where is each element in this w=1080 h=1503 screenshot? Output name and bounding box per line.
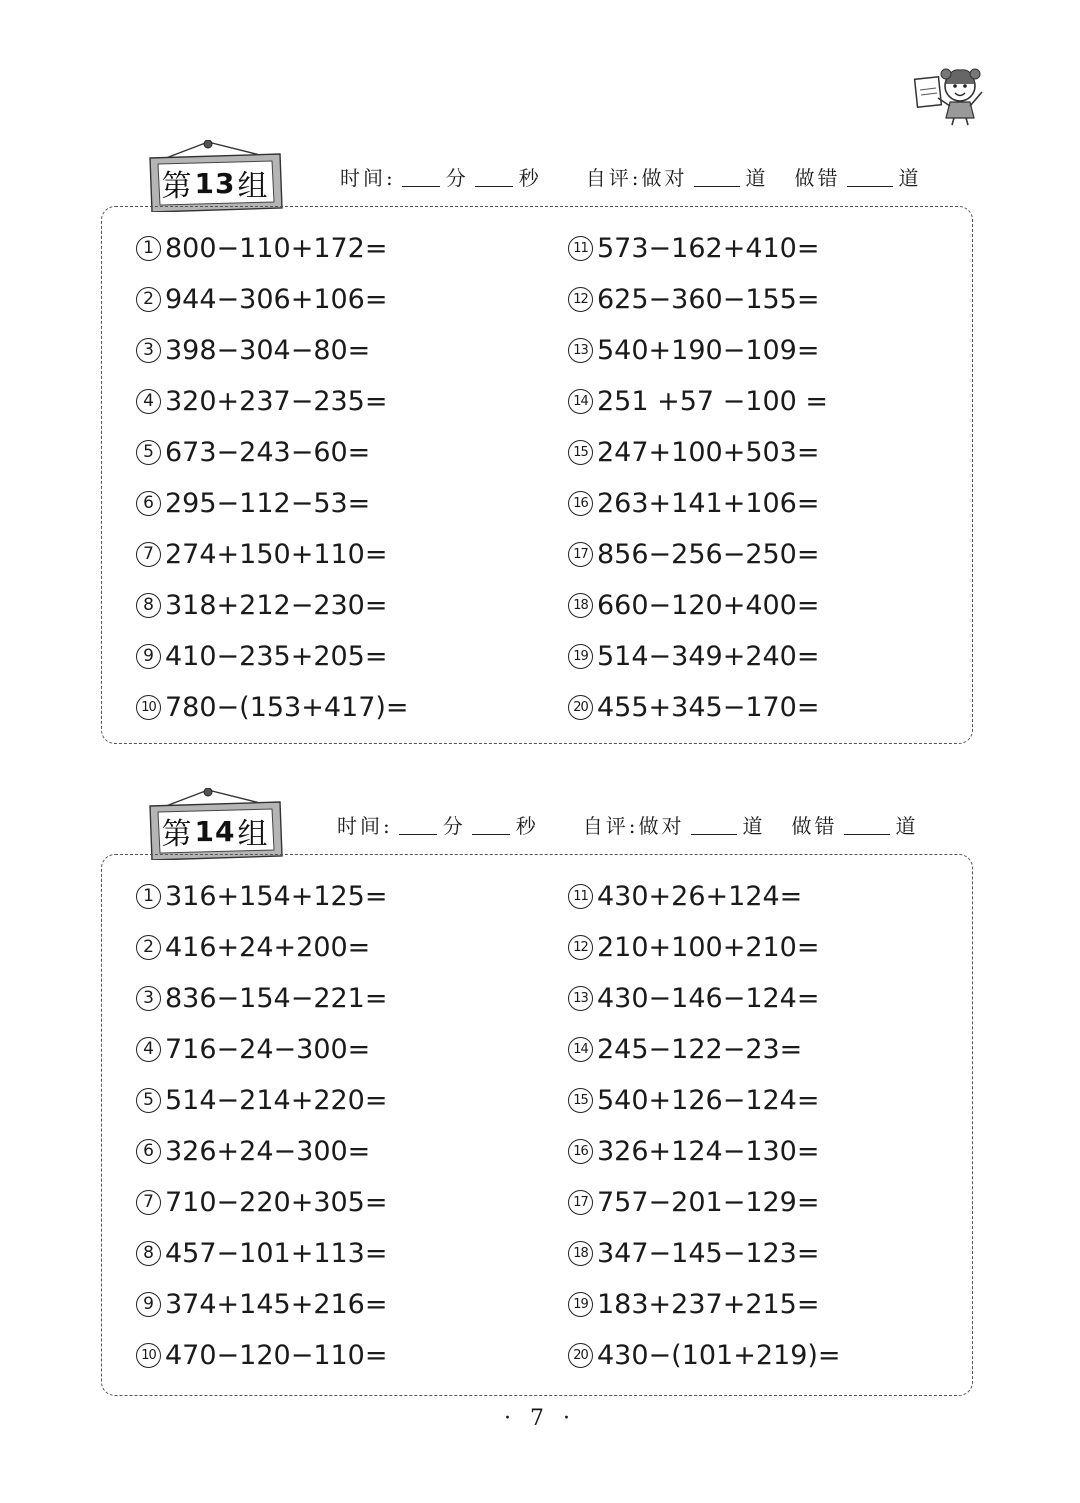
problem-expression: 347−145−123=	[597, 1238, 820, 1269]
wrong-count-blank[interactable]	[844, 814, 890, 835]
problem-item	[568, 223, 828, 274]
problem-number: 18	[568, 593, 593, 618]
problem-number: 10	[136, 1343, 161, 1368]
problem-expression: 183+237+215=	[597, 1289, 820, 1320]
problem-item	[568, 1279, 841, 1330]
group-title-sign	[146, 140, 284, 212]
problem-expression: 247+100+503=	[597, 437, 820, 468]
problem-item	[136, 1177, 387, 1228]
problem-item	[136, 325, 409, 376]
problem-expression: 673−243−60=	[165, 437, 371, 468]
problem-number: 3	[136, 986, 161, 1011]
correct-count-blank[interactable]	[694, 166, 740, 187]
problem-item	[136, 427, 409, 478]
problem-expression: 320+237−235=	[165, 386, 388, 417]
problem-expression: 274+150+110=	[165, 539, 388, 570]
self-eval-label: 自评:做对	[585, 165, 688, 190]
problem-expression: 455+345−170=	[597, 692, 820, 723]
problem-number: 3	[136, 338, 161, 363]
time-label: 时间:	[340, 165, 396, 190]
problem-number: 7	[136, 1190, 161, 1215]
problem-item	[568, 871, 841, 922]
problem-number: 8	[136, 1241, 161, 1266]
problem-number: 13	[568, 986, 593, 1011]
problem-expression: 210+100+210=	[597, 932, 820, 963]
problem-number: 1	[136, 884, 161, 909]
problem-expression: 374+145+216=	[165, 1289, 388, 1320]
problem-number: 17	[568, 1190, 593, 1215]
problem-number: 12	[568, 287, 593, 312]
problems-right-column	[568, 223, 828, 733]
problem-item	[136, 529, 409, 580]
problem-number: 11	[568, 236, 593, 261]
unit-label: 道	[898, 165, 922, 190]
problem-expression: 430−146−124=	[597, 983, 820, 1014]
problem-item	[136, 274, 409, 325]
wrong-label: 做错	[791, 813, 838, 838]
problem-item	[568, 529, 828, 580]
problem-number: 20	[568, 1343, 593, 1368]
problem-expression: 416+24+200=	[165, 932, 371, 963]
problem-item	[136, 631, 409, 682]
problem-item	[568, 274, 828, 325]
problem-number: 2	[136, 287, 161, 312]
problem-number: 19	[568, 644, 593, 669]
problem-expression: 430−(101+219)=	[597, 1340, 841, 1371]
problem-number: 11	[568, 884, 593, 909]
problem-item	[136, 580, 409, 631]
problem-item	[136, 478, 409, 529]
problem-expression: 514−349+240=	[597, 641, 820, 672]
problem-expression: 326+24−300=	[165, 1136, 371, 1167]
problem-number: 20	[568, 695, 593, 720]
problem-item	[568, 1228, 841, 1279]
group-title-sign	[146, 788, 284, 860]
problem-expression: 573−162+410=	[597, 233, 820, 264]
problem-item	[568, 922, 841, 973]
problem-expression: 318+212−230=	[165, 590, 388, 621]
problem-number: 13	[568, 338, 593, 363]
problem-expression: 263+141+106=	[597, 488, 820, 519]
problem-expression: 944−306+106=	[165, 284, 388, 315]
problem-number: 6	[136, 1139, 161, 1164]
problem-item	[136, 1126, 387, 1177]
problem-expression: 457−101+113=	[165, 1238, 388, 1269]
second-label: 秒	[518, 165, 542, 190]
problem-item	[568, 1126, 841, 1177]
problem-item	[568, 973, 841, 1024]
problem-number: 4	[136, 1037, 161, 1062]
self-eval-label: 自评:做对	[582, 813, 685, 838]
group-suffix: 组	[237, 817, 269, 852]
unit-label: 道	[742, 813, 766, 838]
group-prefix: 第	[161, 169, 193, 204]
group-suffix: 组	[237, 169, 269, 204]
group-number: 13	[194, 166, 236, 200]
problem-number: 15	[568, 440, 593, 465]
problem-item	[136, 871, 387, 922]
problem-item	[568, 478, 828, 529]
minute-label: 分	[445, 165, 469, 190]
problems-right-column	[568, 871, 841, 1381]
problem-number: 7	[136, 542, 161, 567]
problem-expression: 660−120+400=	[597, 590, 820, 621]
problem-item	[136, 973, 387, 1024]
problem-expression: 856−256−250=	[597, 539, 820, 570]
second-label: 秒	[515, 813, 539, 838]
problem-number: 2	[136, 935, 161, 960]
group-number: 14	[194, 814, 236, 848]
problem-item	[136, 682, 409, 733]
problem-expression: 316+154+125=	[165, 881, 388, 912]
problem-number: 5	[136, 1088, 161, 1113]
problem-number: 5	[136, 440, 161, 465]
problem-number: 14	[568, 389, 593, 414]
problem-expression: 540+190−109=	[597, 335, 820, 366]
problem-number: 14	[568, 1037, 593, 1062]
problem-expression: 410−235+205=	[165, 641, 388, 672]
problem-item	[568, 376, 828, 427]
problem-expression: 514−214+220=	[165, 1085, 388, 1116]
minutes-blank[interactable]	[402, 166, 440, 187]
seconds-blank[interactable]	[475, 166, 513, 187]
problem-number: 9	[136, 1292, 161, 1317]
problem-expression: 295−112−53=	[165, 488, 371, 519]
problem-number: 9	[136, 644, 161, 669]
problem-expression: 800−110+172=	[165, 233, 388, 264]
problem-item	[136, 1024, 387, 1075]
minutes-blank[interactable]	[399, 814, 437, 835]
time-label: 时间:	[337, 813, 393, 838]
problem-number: 19	[568, 1292, 593, 1317]
problem-expression: 716−24−300=	[165, 1034, 371, 1065]
problem-expression: 540+126−124=	[597, 1085, 820, 1116]
problem-number: 16	[568, 1139, 593, 1164]
problem-item	[568, 1177, 841, 1228]
problem-expression: 625−360−155=	[597, 284, 820, 315]
unit-label: 道	[745, 165, 769, 190]
problems-box	[101, 206, 973, 744]
problem-number: 10	[136, 695, 161, 720]
group-prefix: 第	[161, 817, 193, 852]
problem-item	[136, 1075, 387, 1126]
wrong-label: 做错	[794, 165, 841, 190]
problem-expression: 251 +57 −100 =	[597, 386, 829, 417]
problem-item	[136, 223, 409, 274]
wrong-count-blank[interactable]	[847, 166, 893, 187]
problem-number: 4	[136, 389, 161, 414]
problem-expression: 430+26+124=	[597, 881, 803, 912]
problem-expression: 836−154−221=	[165, 983, 388, 1014]
problems-box	[101, 854, 973, 1396]
problem-number: 17	[568, 542, 593, 567]
problem-number: 6	[136, 491, 161, 516]
problem-item	[136, 1330, 387, 1381]
problem-item	[568, 325, 828, 376]
problem-item	[568, 427, 828, 478]
problem-expression: 398−304−80=	[165, 335, 371, 366]
problems-left-column	[136, 871, 387, 1381]
problems-left-column	[136, 223, 409, 733]
page-number: · 7 ·	[504, 1406, 576, 1431]
correct-count-blank[interactable]	[691, 814, 737, 835]
seconds-blank[interactable]	[472, 814, 510, 835]
unit-label: 道	[895, 813, 919, 838]
problem-item	[568, 1330, 841, 1381]
problem-expression: 710−220+305=	[165, 1187, 388, 1218]
timing-header	[340, 160, 922, 192]
problem-expression: 326+124−130=	[597, 1136, 820, 1167]
problem-number: 16	[568, 491, 593, 516]
problem-item	[568, 1075, 841, 1126]
problem-item	[568, 682, 828, 733]
problem-item	[136, 1279, 387, 1330]
minute-label: 分	[442, 813, 466, 838]
problem-item	[568, 631, 828, 682]
problem-number: 18	[568, 1241, 593, 1266]
problem-number: 12	[568, 935, 593, 960]
problem-item	[136, 1228, 387, 1279]
problem-item	[568, 1024, 841, 1075]
problem-number: 15	[568, 1088, 593, 1113]
problem-item	[136, 376, 409, 427]
problem-item	[568, 580, 828, 631]
problem-expression: 245−122−23=	[597, 1034, 803, 1065]
problem-expression: 470−120−110=	[165, 1340, 388, 1371]
problem-number: 8	[136, 593, 161, 618]
timing-header	[337, 808, 919, 840]
problem-expression: 780−(153+417)=	[165, 692, 409, 723]
problem-item	[136, 922, 387, 973]
problem-expression: 757−201−129=	[597, 1187, 820, 1218]
problem-number: 1	[136, 236, 161, 261]
girl-mascot-illustration	[912, 62, 996, 126]
